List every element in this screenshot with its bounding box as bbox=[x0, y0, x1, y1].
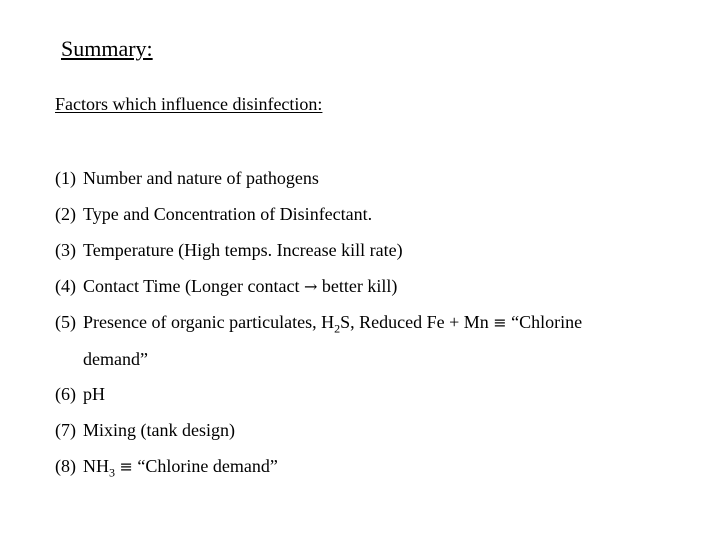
item-number: (4) bbox=[55, 276, 76, 296]
item-text-end: better kill) bbox=[321, 276, 398, 296]
item-text: Number and nature of pathogens bbox=[83, 168, 319, 188]
factor-list bbox=[55, 166, 695, 490]
item-number: (3) bbox=[55, 240, 76, 260]
section-heading: Factors which influence disinfection: bbox=[55, 94, 323, 114]
item-continuation: demand” bbox=[83, 349, 148, 369]
item-text-end: “Chlorine bbox=[511, 312, 583, 332]
item-text-mid: S, Reduced Fe + Mn bbox=[340, 312, 489, 332]
list-item bbox=[55, 382, 695, 418]
item-number: (6) bbox=[55, 384, 76, 404]
item-text: Contact Time (Longer contact bbox=[83, 276, 300, 296]
item-text: Temperature (High temps. Increase kill rate) bbox=[83, 240, 403, 260]
list-item bbox=[55, 166, 695, 202]
list-item bbox=[55, 274, 695, 310]
page-title: Summary: bbox=[61, 36, 153, 61]
item-number: (8) bbox=[55, 456, 76, 476]
item-text-end: “Chlorine demand” bbox=[137, 456, 278, 476]
list-item bbox=[55, 310, 695, 382]
list-item bbox=[55, 454, 695, 490]
subscript: 2 bbox=[334, 321, 341, 336]
item-text: Presence of organic particulates, H bbox=[83, 312, 335, 332]
list-item bbox=[55, 418, 695, 454]
subscript: 3 bbox=[109, 465, 115, 480]
item-number: (1) bbox=[55, 168, 76, 188]
list-item bbox=[55, 238, 695, 274]
list-item bbox=[55, 202, 695, 238]
equivalence-icon: ≡ bbox=[119, 457, 133, 476]
item-number: (5) bbox=[55, 312, 76, 332]
right-arrow-icon: → bbox=[303, 277, 318, 296]
equivalence-icon: ≡ bbox=[493, 313, 507, 332]
item-text: Mixing (tank design) bbox=[83, 420, 235, 440]
item-text: NH bbox=[83, 456, 109, 476]
item-text: pH bbox=[83, 384, 105, 404]
item-number: (7) bbox=[55, 420, 76, 440]
item-number: (2) bbox=[55, 204, 76, 224]
item-text: Type and Concentration of Disinfectant. bbox=[83, 204, 373, 224]
